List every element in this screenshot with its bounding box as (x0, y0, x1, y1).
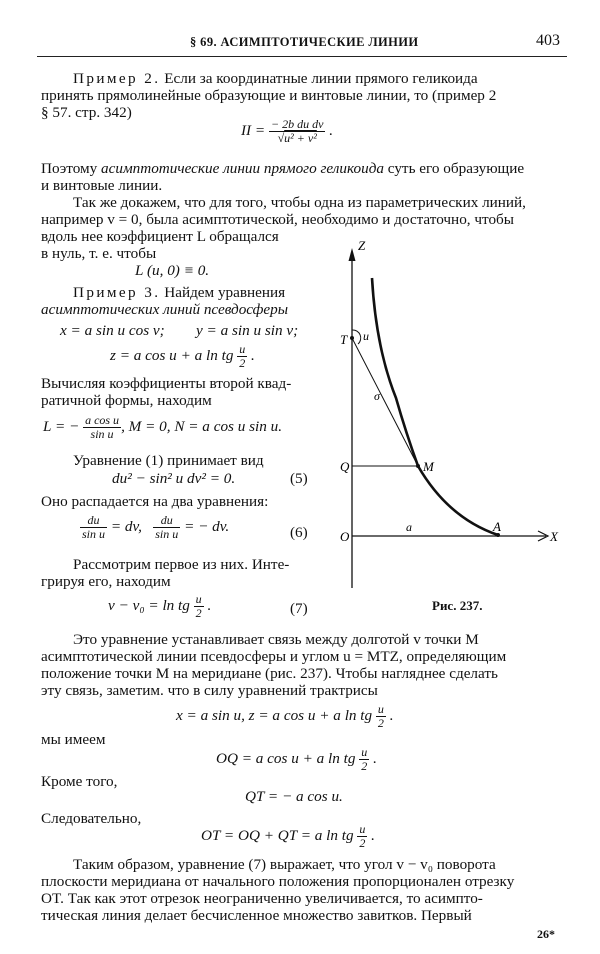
eq9-lhs: x = a sin u, z = a cos u + a ln tg (176, 706, 373, 724)
label-t: T (340, 332, 348, 347)
eq7-fraction-2 (153, 514, 180, 541)
eq9-fraction (376, 703, 386, 730)
equation-8-label: (7) (290, 600, 308, 617)
eq1-lhs: II = (241, 121, 266, 139)
eq5-numerator: a cos u (85, 413, 120, 427)
p2-line-1 (41, 160, 524, 178)
p4-line-1 (73, 284, 285, 302)
p2-text-c: суть его образующие (384, 160, 525, 177)
p9-line-1: Это уравнение устанавливает связь между долготой v точки M (73, 631, 479, 648)
point-t (350, 336, 354, 340)
equation-8 (108, 593, 211, 620)
example-lead: Пример 2. (73, 70, 161, 87)
p8-line-1: Рассмотрим первое из них. Интe- (73, 556, 290, 573)
eq5-rest: , M = 0, N = a cos u sin u. (121, 417, 283, 435)
p9-line-4: эту связь, заметим. что в силу уравнений трактрисы (41, 682, 378, 699)
signature-mark: 26* (537, 927, 555, 941)
equation-9 (176, 703, 394, 730)
equation-7 (80, 514, 229, 541)
header-rule (37, 56, 567, 57)
p13-line-2: плоскости меридиана от начального положения пропорционален отрезку (41, 873, 515, 890)
p6-line-1: Уравнение (1) принимает вид (73, 452, 264, 469)
label-o: O (340, 529, 350, 544)
eq12-numerator: u (359, 822, 366, 836)
p13-line-1: Таким образом, уравнение (7) выражает, что угол v − v₀ поворота (73, 856, 496, 873)
eq8-fraction (194, 593, 204, 620)
eq7-rest: = − dv. (184, 517, 230, 535)
eq4-lhs: z = a cos u + a ln tg (110, 346, 234, 364)
eq1-tail: . (329, 121, 333, 139)
equation-3a: x = a sin u cos v; (60, 322, 165, 339)
eq12-tail: . (371, 826, 375, 844)
equation-7-label: (6) (290, 524, 308, 541)
p2-line-2: и винтовые линии. (41, 177, 163, 194)
eq8-tail: . (207, 596, 212, 614)
eq9-denominator: 2 (377, 716, 384, 730)
equation-12 (201, 823, 375, 850)
equation-5 (43, 414, 282, 441)
equation-3b: y = a sin u sin v; (196, 322, 299, 339)
p13-line-3: OT. Так как этот отрезок неограниченно увеличивается, то асимпто- (41, 890, 483, 907)
figure-caption: Рис. 237. (432, 598, 483, 613)
p2-text-a: Поэтому (41, 160, 102, 177)
p1-line-1-rest: Если за координатные линии прямого геликоида (160, 70, 478, 87)
tangent-segment (352, 338, 418, 466)
eq5-denominator: sin u (90, 427, 114, 441)
label-x: X (550, 529, 558, 544)
p3-line-4: в нуль, т. е. чтобы (41, 245, 157, 262)
eq10-fraction (359, 746, 369, 773)
equation-2: L (u, 0) ≡ 0. (135, 262, 210, 279)
eq10-denominator: 2 (361, 759, 368, 773)
p12-line-1: Следовательно, (41, 810, 142, 827)
p3-line-3: вдоль нее коэффициент L обращался (41, 228, 279, 245)
p11-line-1: Кроме того, (41, 773, 118, 790)
label-u: u (363, 329, 369, 343)
label-q: Q (340, 459, 350, 474)
eq7-denominator-1: sin u (82, 527, 106, 541)
p3-line-2: например v = 0, была асимптотической, необходимо и достаточно, чтобы (41, 211, 514, 228)
eq1-fraction (269, 118, 325, 145)
eq7-numerator-1: du (80, 514, 107, 528)
point-m (416, 464, 420, 468)
eq12-lhs: OT = OQ + QT = a ln tg (201, 826, 354, 844)
p1-line-3: § 57. стр. 342) (41, 104, 132, 121)
equation-6: du² − sin² u dv² = 0. (112, 470, 236, 487)
p10-line-1: мы имеем (41, 731, 106, 748)
equation-10 (216, 746, 377, 773)
eq1-numerator: − 2b du dv (270, 117, 324, 131)
p3-line-1: Так же докажем, что для того, чтобы одна из параметрических линий, (73, 194, 526, 211)
running-header: § 69. АСИМПТОТИЧЕСКИЕ ЛИНИИ (190, 35, 419, 49)
p9-line-3: положение точки M на меридиане (рис. 237). Чтобы нагляднее сделать (41, 665, 498, 682)
label-a-point: A (493, 519, 501, 534)
page-number: 403 (536, 32, 560, 49)
label-a-length: a (406, 520, 412, 534)
eq12-denominator: 2 (359, 836, 366, 850)
eq10-lhs: OQ = a cos u + a ln tg (216, 749, 356, 767)
eq12-fraction (357, 823, 367, 850)
p5-line-1: Вычисляя коэффициенты второй квад- (41, 375, 292, 392)
z-axis-arrow (349, 248, 356, 261)
p5-line-2: ратичной формы, находим (41, 392, 212, 409)
eq4-numerator: u (239, 342, 246, 356)
equation-4 (110, 343, 255, 370)
eq8-lhs: v − v₀ = ln tg (108, 596, 190, 614)
eq7-denominator-2: sin u (155, 527, 179, 541)
p7-line-1: Оно распадается на два уравнения: (41, 493, 269, 510)
eq10-numerator: u (361, 745, 368, 759)
eq10-tail: . (373, 749, 377, 767)
example3-lead: Пример 3. (73, 284, 161, 301)
eq5-fraction (83, 414, 121, 441)
p2-text-italic: асимптотические линии прямого геликоида (101, 160, 384, 177)
eq7-numerator-2: du (153, 514, 180, 528)
label-m: M (423, 459, 434, 474)
p13-line-4: тическая линия делает бесчисленное множество завитков. Первый (41, 907, 472, 924)
tractrix-curve (372, 278, 498, 535)
eq8-denominator: 2 (195, 606, 202, 620)
p9-line-2: асимптотической линии псевдосферы и углом u = MTZ, определяющим (41, 648, 507, 665)
eq4-tail: . (251, 346, 255, 364)
p4-line-2: асимптотических линий псевдосферы (41, 301, 289, 318)
eq4-denominator: 2 (239, 356, 246, 370)
label-z: Z (358, 238, 366, 253)
eq7-mid: = dv, (110, 517, 142, 535)
p4-line-1-rest: Найдем уравнения (160, 284, 286, 301)
equation-1 (241, 118, 333, 145)
eq7-fraction-1 (80, 514, 107, 541)
eq5-lhs: L = − (43, 417, 80, 435)
p8-line-2: грируя его, находим (41, 573, 171, 590)
eq9-tail: . (389, 706, 394, 724)
eq1-radicand: u² + v² (284, 131, 317, 145)
eq9-numerator: u (377, 702, 384, 716)
equation-6-label: (5) (290, 470, 308, 487)
eq4-fraction (237, 343, 247, 370)
p1-line-2: принять прямолинейные образующие и винтовые линии, то (пример 2 (41, 87, 497, 104)
label-sigma: σ (374, 389, 380, 403)
figure-237 (328, 228, 568, 588)
eq8-numerator: u (195, 592, 202, 606)
p1-line-1 (73, 70, 478, 88)
equation-11: QT = − a cos u. (245, 788, 343, 805)
eq1-denominator: √u² + v² (277, 131, 317, 145)
